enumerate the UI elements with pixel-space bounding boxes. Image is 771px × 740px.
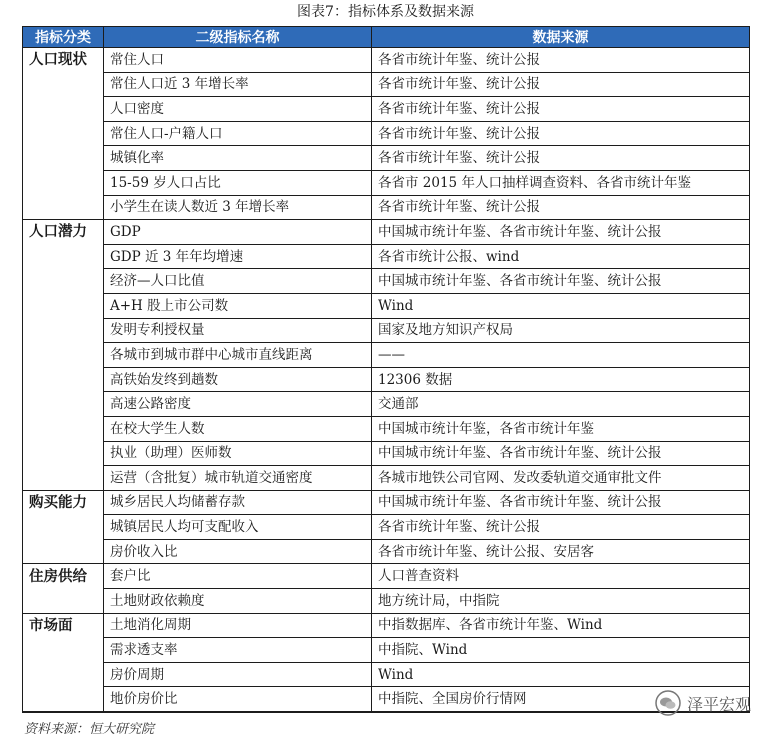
category-cell xyxy=(23,72,104,97)
indicator-name-cell: 城镇居民人均可支配收入 xyxy=(104,515,372,540)
data-source-cell: 各省市统计年鉴、统计公报 xyxy=(372,515,750,540)
table-row xyxy=(23,146,750,171)
category-cell xyxy=(23,293,104,318)
table-row xyxy=(23,515,750,540)
category-cell xyxy=(23,441,104,466)
table-row xyxy=(23,121,750,146)
data-source-cell: 中指院、全国房价行情网 xyxy=(372,687,750,712)
data-source-cell: 中国城市统计年鉴、各省市统计年鉴、统计公报 xyxy=(372,269,750,294)
category-cell: 人口现状 xyxy=(23,48,104,73)
category-cell xyxy=(23,170,104,195)
indicator-name-cell: 高铁始发终到趟数 xyxy=(104,367,372,392)
table-row xyxy=(23,72,750,97)
indicator-name-cell: 发明专利授权量 xyxy=(104,318,372,343)
data-source-cell: 各省市统计年鉴、统计公报 xyxy=(372,97,750,122)
indicator-name-cell: 执业（助理）医师数 xyxy=(104,441,372,466)
category-cell xyxy=(23,539,104,564)
category-cell xyxy=(23,638,104,663)
table-row xyxy=(23,638,750,663)
header-category: 指标分类 xyxy=(23,27,104,48)
table-row xyxy=(23,441,750,466)
indicator-name-cell: 人口密度 xyxy=(104,97,372,122)
indicator-name-cell: A+H 股上市公司数 xyxy=(104,293,372,318)
indicator-name-cell: 套户比 xyxy=(104,564,372,589)
table-row xyxy=(23,220,750,245)
indicator-name-cell: 各城市到城市群中心城市直线距离 xyxy=(104,343,372,368)
data-source-cell: 各省市统计年鉴、统计公报 xyxy=(372,146,750,171)
category-cell xyxy=(23,687,104,712)
data-source-cell: 交通部 xyxy=(372,392,750,417)
table-row xyxy=(23,343,750,368)
category-cell xyxy=(23,269,104,294)
data-source-cell: 各城市地铁公司官网、发改委轨道交通审批文件 xyxy=(372,466,750,491)
table-row xyxy=(23,318,750,343)
table-row xyxy=(23,589,750,614)
category-cell xyxy=(23,121,104,146)
table-caption: 图表7：指标体系及数据来源 xyxy=(297,4,474,20)
data-source-cell: 中指数据库、各省市统计年鉴、Wind xyxy=(372,613,750,638)
table-row xyxy=(23,687,750,712)
table-row xyxy=(23,539,750,564)
category-cell xyxy=(23,318,104,343)
data-source-cell: —— xyxy=(372,343,750,368)
indicator-name-cell: 房价收入比 xyxy=(104,539,372,564)
category-cell: 购买能力 xyxy=(23,490,104,515)
table-header-row xyxy=(23,27,750,48)
category-cell xyxy=(23,367,104,392)
indicator-name-cell: GDP 近 3 年年均增速 xyxy=(104,244,372,269)
data-source-cell: 中国城市统计年鉴、各省市统计年鉴、统计公报 xyxy=(372,441,750,466)
indicator-name-cell: 常住人口-户籍人口 xyxy=(104,121,372,146)
table-row xyxy=(23,195,750,220)
indicator-name-cell: 房价周期 xyxy=(104,662,372,687)
data-source-cell: Wind xyxy=(372,662,750,687)
category-cell xyxy=(23,97,104,122)
category-cell xyxy=(23,466,104,491)
table-row xyxy=(23,392,750,417)
header-data-source: 数据来源 xyxy=(372,27,750,48)
table-row xyxy=(23,466,750,491)
data-source-cell: 各省市统计年鉴、统计公报、安居客 xyxy=(372,539,750,564)
data-source-cell: 各省市统计年鉴、统计公报 xyxy=(372,48,750,73)
category-cell xyxy=(23,515,104,540)
table-row xyxy=(23,48,750,73)
data-source-cell: 中国城市统计年鉴，各省市统计年鉴 xyxy=(372,416,750,441)
indicator-name-cell: 在校大学生人数 xyxy=(104,416,372,441)
data-source-cell: 人口普查资料 xyxy=(372,564,750,589)
data-source-cell: Wind xyxy=(372,293,750,318)
table-row xyxy=(23,613,750,638)
indicator-name-cell: 土地财政依赖度 xyxy=(104,589,372,614)
watermark xyxy=(655,690,751,716)
indicator-name-cell: 地价房价比 xyxy=(104,687,372,712)
indicator-name-cell: GDP xyxy=(104,220,372,245)
indicator-name-cell: 高速公路密度 xyxy=(104,392,372,417)
data-source-cell: 各省市统计年鉴、统计公报 xyxy=(372,72,750,97)
data-source-cell: 中国城市统计年鉴、各省市统计年鉴、统计公报 xyxy=(372,220,750,245)
category-cell: 市场面 xyxy=(23,613,104,638)
category-cell xyxy=(23,416,104,441)
table-row xyxy=(23,490,750,515)
data-source-cell: 各省市统计年鉴、统计公报 xyxy=(372,121,750,146)
category-cell xyxy=(23,244,104,269)
category-cell xyxy=(23,662,104,687)
table-row xyxy=(23,269,750,294)
data-source-cell: 地方统计局，中指院 xyxy=(372,589,750,614)
indicator-name-cell: 15-59 岁人口占比 xyxy=(104,170,372,195)
category-cell xyxy=(23,392,104,417)
indicator-name-cell: 小学生在读人数近 3 年增长率 xyxy=(104,195,372,220)
table-row xyxy=(23,662,750,687)
table-row xyxy=(23,564,750,589)
table-row xyxy=(23,293,750,318)
indicator-name-cell: 常住人口近 3 年增长率 xyxy=(104,72,372,97)
source-note: 资料来源：恒大研究院 xyxy=(24,722,155,737)
header-indicator-name: 二级指标名称 xyxy=(104,27,372,48)
data-source-cell: 各省市统计公报、wind xyxy=(372,244,750,269)
watermark-text: 泽平宏观 xyxy=(686,694,751,714)
category-cell: 人口潜力 xyxy=(23,220,104,245)
data-source-cell: 各省市 2015 年人口抽样调查资料、各省市统计年鉴 xyxy=(372,170,750,195)
table-row xyxy=(23,416,750,441)
indicator-name-cell: 运营（含批复）城市轨道交通密度 xyxy=(104,466,372,491)
indicator-name-cell: 城镇化率 xyxy=(104,146,372,171)
table-row xyxy=(23,244,750,269)
table-row xyxy=(23,97,750,122)
category-cell xyxy=(23,195,104,220)
data-source-cell: 12306 数据 xyxy=(372,367,750,392)
data-source-cell: 各省市统计年鉴、统计公报 xyxy=(372,195,750,220)
wechat-logo-icon xyxy=(655,690,681,716)
data-source-cell: 中国城市统计年鉴、各省市统计年鉴、统计公报 xyxy=(372,490,750,515)
indicator-name-cell: 土地消化周期 xyxy=(104,613,372,638)
table-row xyxy=(23,367,750,392)
category-cell xyxy=(23,343,104,368)
category-cell xyxy=(23,146,104,171)
indicator-name-cell: 城乡居民人均储蓄存款 xyxy=(104,490,372,515)
data-source-cell: 中指院、Wind xyxy=(372,638,750,663)
indicator-table xyxy=(22,26,750,713)
data-source-cell: 国家及地方知识产权局 xyxy=(372,318,750,343)
table-row xyxy=(23,170,750,195)
indicator-name-cell: 常住人口 xyxy=(104,48,372,73)
indicator-name-cell: 需求透支率 xyxy=(104,638,372,663)
indicator-name-cell: 经济—人口比值 xyxy=(104,269,372,294)
category-cell: 住房供给 xyxy=(23,564,104,589)
category-cell xyxy=(23,589,104,614)
